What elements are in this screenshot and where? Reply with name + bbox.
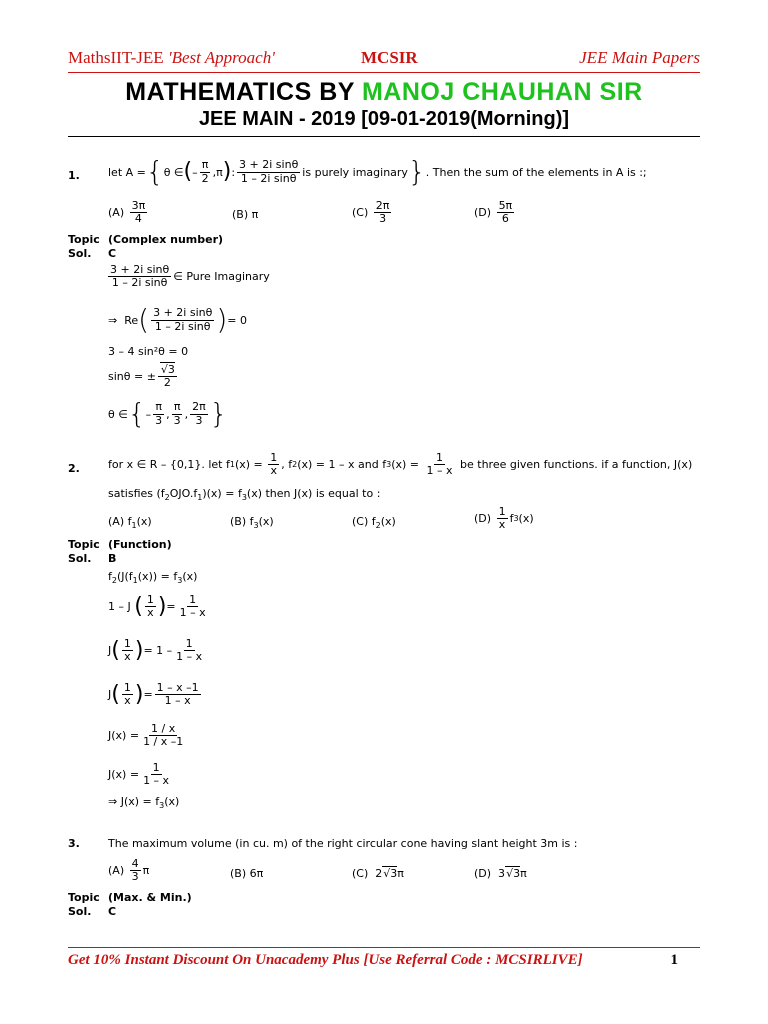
q2-stem-line-2: satisfies $(f_2OJO.f_1)(x) = f_3(x)$ then J(x) is equal to : — [108, 487, 381, 503]
title-prefix: MATHEMATICS BY — [125, 78, 362, 106]
q2-stem-d: satisfies (f — [108, 487, 165, 500]
q1-option-b: (B) π — [232, 208, 259, 221]
q3-topic: (Max. & Min.) — [108, 891, 192, 904]
q2-stem-g: (x) then J(x) is equal to : — [246, 487, 381, 500]
q2-stem-c: be three given functions. if a function, J(x) — [460, 458, 693, 472]
q2-step-2: 1 – J ( $\frac{1}{x}$ ) = $\frac{1}{1 - x}$ — [108, 593, 206, 620]
q1-option-d-label: (D) — [474, 206, 492, 220]
q2-option-b: (B) $f_3(x)$ — [230, 515, 274, 531]
header-tagline: 'Best Approach' — [167, 48, 275, 67]
q2-option-a-label: (A) f — [108, 515, 132, 528]
q1-step-4: sinθ = ± $\frac{√3}{2}$ — [108, 363, 175, 390]
q2-option-c: (C) $f_2(x)$ — [352, 515, 396, 531]
q2-stem-line-1: for x ∈ R – {0,1}. let f 1 (x) = $\frac{1}{x}$ , f 2 (x) = 1 – x and f 3 (x) = $\frac{1}{1 - x}$ be three given functions. if a function, J(x) — [108, 451, 693, 478]
q1-option-a-label: (A) — [108, 206, 125, 220]
q3-sol-answer: C — [108, 905, 117, 918]
q1-number: 1. — [68, 169, 80, 182]
q2-option-b-label: (B) f — [230, 515, 254, 528]
q2-step-3: J ( $\frac{1}{x}$ ) = 1 – $\frac{1}{1 - x}$ — [108, 637, 203, 664]
q2-sol-answer: B — [108, 552, 117, 565]
q1-option-c-label: (C) — [352, 206, 369, 220]
q1-option-a: (A) $\frac{3\pi}{4}$ — [108, 199, 146, 226]
q2-option-d: (D) $\frac{1}{x}$ f 3 (x) — [474, 505, 534, 532]
page-title — [0, 78, 768, 107]
header-left — [68, 48, 275, 68]
q1-stem-condition: is purely imaginary — [302, 165, 408, 179]
title-rule — [68, 136, 700, 137]
q1-step-1: $\frac{\text{3 + 2i sinθ}}{\text{1 – 2i sinθ}}$ ∈ Pure Imaginary — [110, 263, 270, 290]
q2-option-d-label: (D) — [474, 512, 492, 526]
q2-topic: (Function) — [108, 538, 172, 551]
q1-option-d: (D) $\frac{5\pi}{6}$ — [474, 199, 513, 226]
q2-step-6: J(x) = $\frac{1}{1 - x}$ — [108, 761, 170, 788]
q1-stem-prefix: let A = — [108, 165, 146, 179]
q3-option-c-label: (C) — [352, 867, 369, 880]
q3-option-c: (C) 2√3π — [352, 867, 404, 880]
footer-rule — [68, 947, 700, 948]
q2-option-c-label: (C) f — [352, 515, 376, 528]
q2-step-4: J ( $\frac{1}{x}$ ) = $\frac{1 - x -1}{1 - x}$ — [108, 681, 199, 708]
q2-stem-a: for x ∈ R – {0,1}. let f — [108, 458, 230, 472]
header-brand: MathsIIT-JEE — [68, 48, 168, 67]
q3-option-d: (D) 3√3π — [474, 867, 527, 880]
page-subtitle: JEE MAIN - 2019 [09-01-2019(Morning)] — [198, 108, 570, 130]
header-right: JEE Main Papers — [579, 48, 700, 67]
q1-option-c: (C) $\frac{2\pi}{3}$ — [352, 199, 390, 226]
q2-sol-label: Sol. — [68, 552, 92, 565]
q1-sol-label: Sol. — [68, 247, 92, 260]
q3-sol-label: Sol. — [68, 905, 92, 918]
q3-option-a-label: (A) — [108, 864, 125, 878]
q1-step-2: ⇒ Re ( $\frac{\text{3 + 2i sinθ}}{\text{1 – 2i sinθ}}$ ) = 0 — [108, 303, 247, 336]
q1-stem: let A = { θ ∈ ( – $\frac{\pi}{2}$ ,π ) : $\frac{\text{3 + 2i sinθ}}{\text{1 – 2i sinθ}}$ is purely imaginary } . Then the sum of the elements in A is :; — [108, 155, 647, 188]
q1-topic-label: Topic — [68, 233, 100, 246]
q1-topic: (Complex number) — [108, 233, 224, 246]
q1-stem-suffix: . Then the sum of the elements in A is :; — [425, 165, 647, 179]
q2-stem-b: (x) = 1 – x and f — [297, 458, 387, 472]
page-number: 1 — [670, 952, 678, 968]
q2-step-1: $f_2(J(f_1(x)) = f_3(x)$ — [108, 570, 198, 586]
q2-step-5: J(x) = $\frac{1 / x}{1 / x -1}$ — [108, 722, 184, 749]
header-center: MCSIR — [361, 48, 418, 67]
q1-step-5: θ ∈ { – $\frac{\pi}{3}$ , $\frac{\pi}{3}$ , $\frac{2\pi}{3}$ } — [108, 397, 228, 430]
q2-topic-label: Topic — [68, 538, 100, 551]
q3-number: 3. — [68, 837, 80, 850]
q3-option-a: (A) $\frac{4}{3}$ π — [108, 857, 150, 884]
q3-stem: The maximum volume (in cu. m) of the right circular cone having slant height 3m is : — [108, 837, 578, 850]
title-author: MANOJ CHAUHAN SIR — [361, 78, 643, 106]
q2-stem-e: OJO.f — [169, 487, 198, 500]
q2-number: 2. — [68, 462, 80, 475]
q3-topic-label: Topic — [68, 891, 100, 904]
q1-step-3: 3 – 4 sin²θ = 0 — [108, 345, 189, 358]
q2-option-a: (A) $f_1(x)$ — [108, 515, 152, 531]
q3-option-b: (B) 6π — [230, 867, 264, 880]
q1-step-1-text: ∈ Pure Imaginary — [173, 270, 270, 284]
q2-stem-f: )(x) = f — [202, 487, 242, 500]
q3-option-d-label: (D) — [474, 867, 492, 880]
q2-final: ⇒ $J(x) = f_3(x)$ — [108, 795, 180, 811]
q2-final-text: ⇒ J(x) = f — [108, 795, 160, 808]
footer-promo: Get 10% Instant Discount On Unacademy Plus [Use Referral Code : MCSIRLIVE] — [68, 952, 583, 968]
header-rule — [68, 72, 700, 73]
q1-sol-answer: C — [108, 247, 117, 260]
